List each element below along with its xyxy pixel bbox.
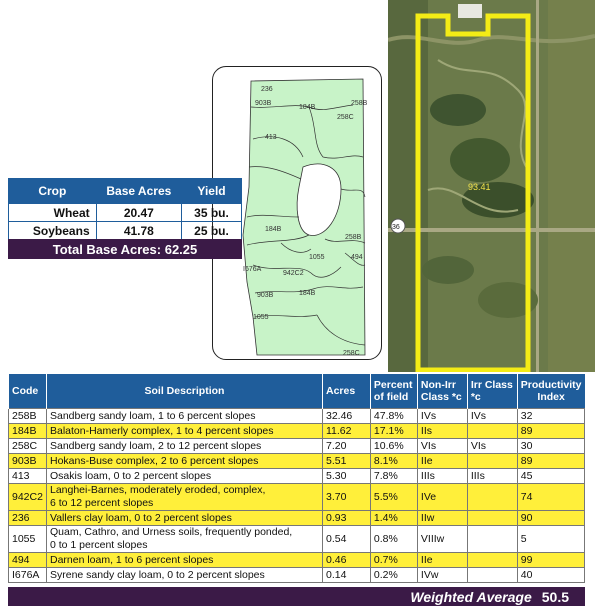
acreage-label: 93.41 — [468, 182, 491, 192]
crop-header: Crop — [9, 179, 97, 204]
map-label: 258C — [337, 114, 354, 121]
soil-row — [9, 568, 585, 583]
soil-description-line1: Quam, Cathro, and Urness soils, frequently ponded, — [49, 526, 293, 538]
soil-code: 258B — [9, 409, 47, 424]
yield: 25 bu. — [182, 222, 242, 240]
soil-code: 258C — [9, 439, 47, 454]
soil-row — [9, 409, 585, 424]
soil-irr-class — [467, 424, 517, 439]
soil-percent: 47.8% — [370, 409, 417, 424]
soil-description: Vallers clay loam, 0 to 2 percent slopes — [46, 511, 322, 526]
soil-productivity-index: 99 — [517, 553, 584, 568]
soil-code: 184B — [9, 424, 47, 439]
soil-description: Darnen loam, 1 to 6 percent slopes — [46, 553, 322, 568]
map-label: 184B — [299, 104, 316, 111]
soil-code: I676A — [9, 568, 47, 583]
soil-percent: 17.1% — [370, 424, 417, 439]
soil-acres: 3.70 — [322, 484, 370, 511]
yield-header: Yield — [182, 179, 242, 204]
crop-row — [9, 204, 242, 222]
soil-percent: 8.1% — [370, 454, 417, 469]
weighted-average-value: 50.5 — [541, 588, 569, 605]
soil-acres: 32.46 — [322, 409, 370, 424]
soil-acres: 5.30 — [322, 469, 370, 484]
soil-productivity-index: 45 — [517, 469, 584, 484]
map-label: 494 — [351, 254, 363, 261]
soil-non-irr-class: IIIs — [417, 469, 467, 484]
soil-non-irr-class: VIIIw — [417, 526, 467, 553]
total-base-acres-value: 62.25 — [164, 241, 198, 257]
total-base-acres-bar — [8, 239, 242, 259]
soil-row — [9, 484, 585, 511]
soil-description-line2: 6 to 12 percent slopes — [49, 497, 154, 509]
code-header: Code — [9, 374, 47, 409]
soil-code: 903B — [9, 454, 47, 469]
soil-code: 413 — [9, 469, 47, 484]
soil-non-irr-class: IIs — [417, 424, 467, 439]
soil-acres: 0.46 — [322, 553, 370, 568]
base-acres: 41.78 — [96, 222, 181, 240]
soil-percent: 1.4% — [370, 511, 417, 526]
non-irr-class-header: Non-Irr Class *c — [417, 374, 467, 409]
soil-description-line1: Langhei-Barnes, moderately eroded, complex, — [49, 484, 266, 496]
productivity-index-header: Productivity Index — [517, 374, 584, 409]
soil-irr-class — [467, 553, 517, 568]
map-label: 236 — [261, 86, 273, 93]
soil-productivity-index: 32 — [517, 409, 584, 424]
soil-row — [9, 469, 585, 484]
soil-irr-class: VIs — [467, 439, 517, 454]
soil-percent: 0.7% — [370, 553, 417, 568]
soil-description: Osakis loam, 0 to 2 percent slopes — [46, 469, 322, 484]
soil-percent: 7.8% — [370, 469, 417, 484]
soil-percent: 0.2% — [370, 568, 417, 583]
soil-acres: 5.51 — [322, 454, 370, 469]
soil-productivity-index: 5 — [517, 526, 584, 553]
weighted-average-label: Weighted Average — [410, 588, 532, 605]
soil-code: 236 — [9, 511, 47, 526]
soil-non-irr-class: IVw — [417, 568, 467, 583]
soil-irr-class — [467, 484, 517, 511]
soil-productivity-index: 40 — [517, 568, 584, 583]
soil-irr-class — [467, 511, 517, 526]
yield: 35 bu. — [182, 204, 242, 222]
aerial-photo-drawing — [388, 0, 595, 372]
soil-productivity-index: 90 — [517, 511, 584, 526]
soil-percent: 0.8% — [370, 526, 417, 553]
soil-non-irr-class: IVe — [417, 484, 467, 511]
soil-non-irr-class: VIs — [417, 439, 467, 454]
acres-header: Acres — [322, 374, 370, 409]
soil-row — [9, 439, 585, 454]
weighted-average-bar — [8, 587, 585, 606]
soil-row — [9, 553, 585, 568]
map-label: 903B — [257, 292, 274, 299]
map-label: 184B — [265, 226, 282, 233]
soil-acres: 0.14 — [322, 568, 370, 583]
crop-table — [8, 178, 242, 240]
map-label: 413 — [265, 134, 277, 141]
soil-row — [9, 454, 585, 469]
map-label: 258B — [351, 100, 368, 107]
crop-name: Wheat — [9, 204, 97, 222]
soil-percent: 5.5% — [370, 484, 417, 511]
soil-description: Hokans-Buse complex, 2 to 6 percent slopes — [46, 454, 322, 469]
aerial-photo — [388, 0, 595, 372]
total-base-acres-label: Total Base Acres: — [52, 241, 162, 257]
map-label: 184B — [299, 290, 316, 297]
soil-percent: 10.6% — [370, 439, 417, 454]
soil-irr-class: IIIs — [467, 469, 517, 484]
soil-description: Sandberg sandy loam, 2 to 12 percent slopes — [46, 439, 322, 454]
soil-code: 942C2 — [9, 484, 47, 511]
soil-productivity-index: 74 — [517, 484, 584, 511]
soil-acres: 0.93 — [322, 511, 370, 526]
soil-row — [9, 424, 585, 439]
soil-code: 494 — [9, 553, 47, 568]
base-acres: 20.47 — [96, 204, 181, 222]
crop-name: Soybeans — [9, 222, 97, 240]
soil-acres: 11.62 — [322, 424, 370, 439]
soil-irr-class: IVs — [467, 409, 517, 424]
crop-row — [9, 222, 242, 240]
soil-irr-class — [467, 568, 517, 583]
soil-description: Syrene sandy clay loam, 0 to 2 percent slopes — [46, 568, 322, 583]
soil-acres: 0.54 — [322, 526, 370, 553]
soil-non-irr-class: IIw — [417, 511, 467, 526]
map-label: 903B — [255, 100, 272, 107]
map-label: 942C2 — [283, 270, 304, 277]
soil-description: Sandberg sandy loam, 1 to 6 percent slopes — [46, 409, 322, 424]
map-label: 1055 — [309, 254, 325, 261]
soil-non-irr-class: IIe — [417, 454, 467, 469]
map-label: 258B — [345, 234, 362, 241]
description-header: Soil Description — [46, 374, 322, 409]
percent-header: Percent of field — [370, 374, 417, 409]
irr-class-header: Irr Class *c — [467, 374, 517, 409]
soil-acres: 7.20 — [322, 439, 370, 454]
base-acres-header: Base Acres — [96, 179, 181, 204]
soil-irr-class — [467, 526, 517, 553]
soil-code: 1055 — [9, 526, 47, 553]
soil-table — [8, 374, 585, 583]
soil-productivity-index: 30 — [517, 439, 584, 454]
soil-description: Balaton-Hamerly complex, 1 to 4 percent slopes — [46, 424, 322, 439]
soil-description — [46, 484, 322, 511]
soil-productivity-index: 89 — [517, 424, 584, 439]
soil-description-line2: 0 to 1 percent slopes — [49, 539, 148, 551]
soil-non-irr-class: IIe — [417, 553, 467, 568]
map-label: 258C — [343, 350, 360, 357]
soil-row — [9, 511, 585, 526]
soil-irr-class — [467, 454, 517, 469]
road-shield-label: 36 — [392, 224, 400, 231]
soil-productivity-index: 89 — [517, 454, 584, 469]
soil-non-irr-class: IVs — [417, 409, 467, 424]
soil-description — [46, 526, 322, 553]
map-label: I676A — [243, 266, 262, 273]
soil-row — [9, 526, 585, 553]
map-label: 1055 — [253, 314, 269, 321]
